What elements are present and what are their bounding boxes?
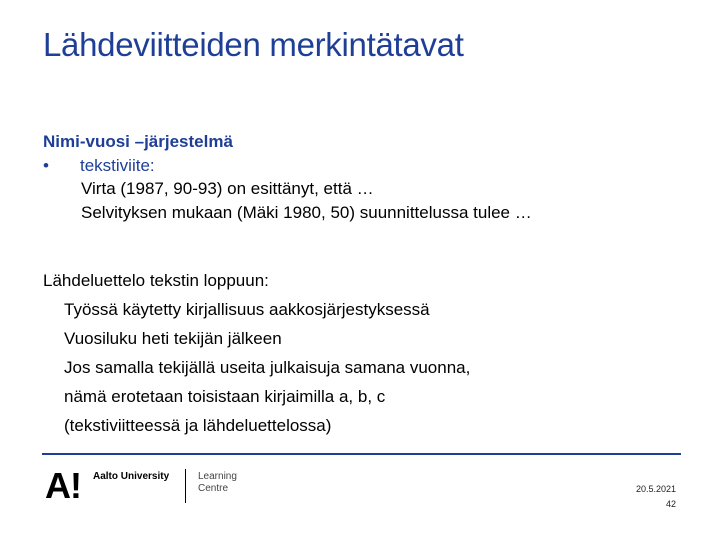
page-number: 42: [665, 499, 676, 509]
logo-divider: [185, 469, 186, 503]
logo-unit-line: Learning: [198, 471, 237, 482]
section-reference-list: [43, 266, 700, 440]
slide-title: Lähdeviitteiden merkintätavat: [43, 26, 464, 63]
list-line: Työssä käytetty kirjallisuus aakkosjärjestyksessä: [64, 300, 430, 319]
slide-date: 20.5.2021: [635, 484, 676, 494]
logo-unit-line: Centre: [198, 483, 229, 494]
section-name-year-system: [43, 130, 700, 224]
logo-unit-name: [198, 471, 237, 495]
list-line: Jos samalla tekijällä useita julkaisuja samana vuonna,: [64, 358, 471, 377]
list-line: nämä erotetaan toisistaan kirjaimilla a, b, c: [64, 387, 386, 406]
logo-mark: A!: [45, 465, 81, 506]
footer-divider: [42, 453, 681, 455]
logo-university-name: Aalto University: [93, 471, 170, 482]
example-line: Selvityksen mukaan (Mäki 1980, 50) suunnittelussa tulee …: [81, 202, 532, 222]
section-heading: Nimi-vuosi –järjestelmä: [43, 132, 233, 151]
bullet-icon: •: [43, 155, 49, 175]
list-line: Vuosiluku heti tekijän jälkeen: [64, 329, 282, 348]
example-line: Virta (1987, 90-93) on esittänyt, että …: [81, 179, 374, 198]
section-heading: Lähdeluettelo tekstin loppuun:: [43, 271, 269, 290]
list-line: (tekstiviitteessä ja lähdeluettelossa): [64, 416, 332, 435]
bullet-item: [43, 154, 700, 178]
bullet-label: tekstiviite:: [80, 155, 155, 175]
